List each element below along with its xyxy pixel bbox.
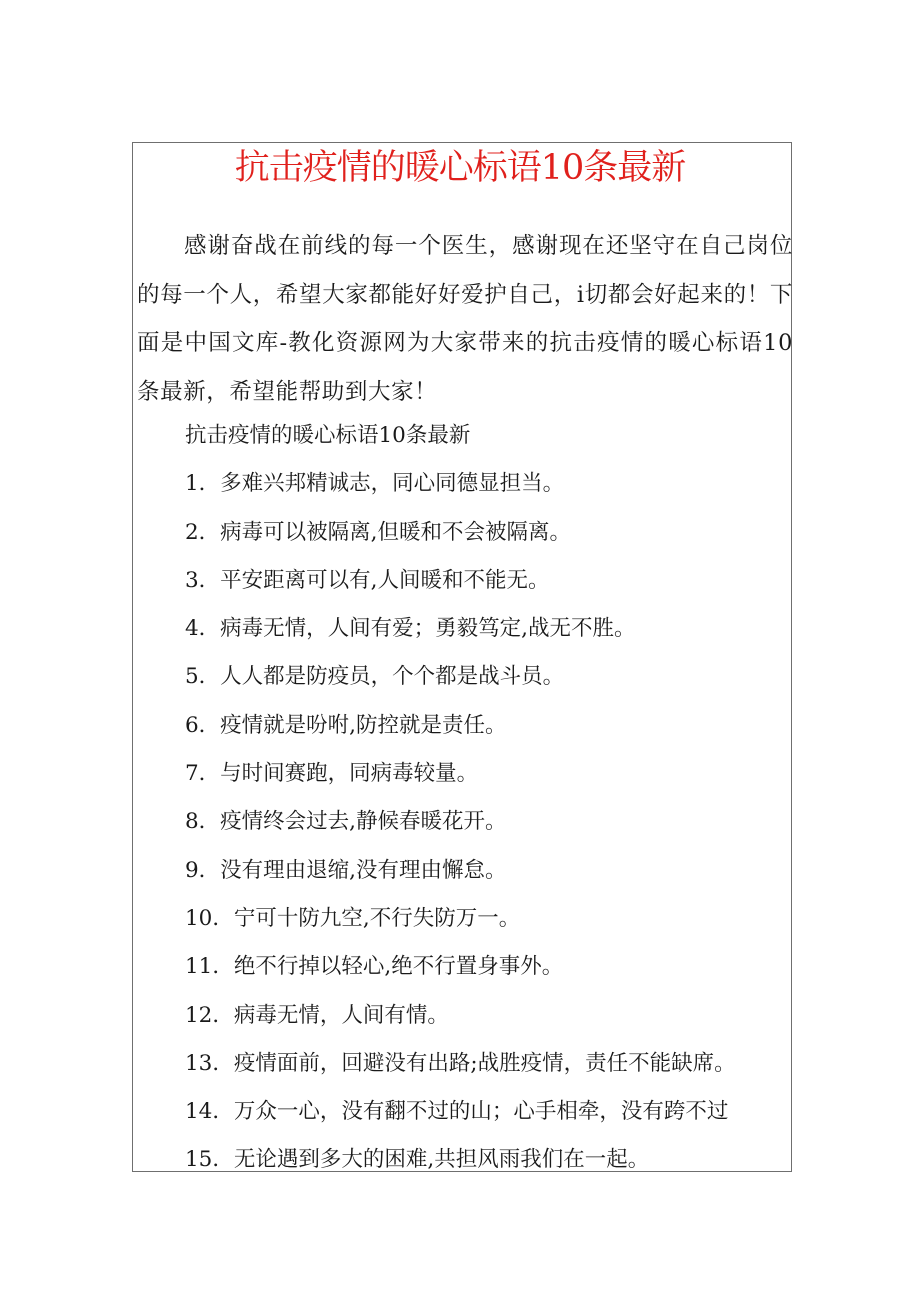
document-title: 抗击疫情的暖心标语10条最新 [234, 148, 686, 188]
list-item: 6．疫情就是吩咐,防控就是责任。 [185, 712, 507, 738]
subheading: 抗击疫情的暖心标语10条最新 [185, 423, 471, 448]
list-item: 3．平安距离可以有,人间暖和不能无。 [185, 567, 550, 593]
list-item: 1．多难兴邦精诚志，同心同德显担当。 [185, 471, 565, 497]
list-item: 5．人人都是防疫员，个个都是战斗员。 [185, 664, 565, 690]
intro-paragraph: 感谢奋战在前线的每一个医生，感谢现在还坚守在自己岗位的每一个人，希望大家都能好好爱护自己，i切都会好起来的！下面是中国文库-教化资源网为大家带来的抗击疫情的暖心标语10条最新，希望能帮助到大家！ [137, 233, 793, 405]
list-item: 8．疫情终会过去,静候春暖花开。 [185, 809, 507, 835]
list-item: 15．无论遇到多大的困难,共担风雨我们在一起。 [185, 1147, 650, 1173]
slogan-list [185, 412, 792, 1185]
list-item: 7．与时间赛跑，同病毒较量。 [185, 761, 479, 787]
list-item: 14．万众一心，没有翻不过的山；心手相牵，没有跨不过 [185, 1099, 729, 1125]
list-item: 4．病毒无情，人间有爱；勇毅笃定,战无不胜。 [185, 616, 636, 642]
list-item: 9．没有理由退缩,没有理由懈怠。 [185, 857, 507, 883]
list-item: 11．绝不行掉以轻心,绝不行置身事外。 [185, 954, 564, 980]
list-item: 2．病毒可以被隔离,但暖和不会被隔离。 [185, 519, 572, 545]
list-item: 12．病毒无情，人间有情。 [185, 1002, 449, 1028]
list-item: 13．疫情面前，回避没有出路;战胜疫情，责任不能缺席。 [185, 1050, 736, 1076]
list-item: 10．宁可十防九空,不行失防万一。 [185, 905, 521, 931]
